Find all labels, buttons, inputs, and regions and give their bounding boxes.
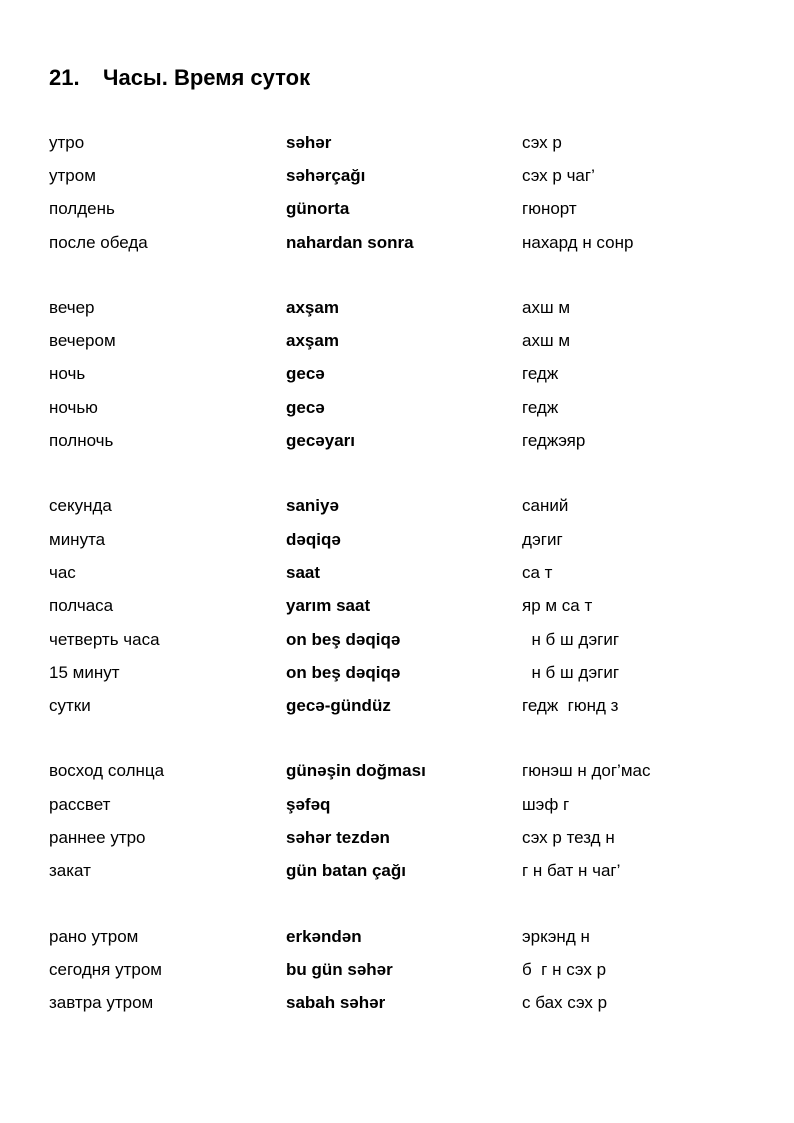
vocab-row bbox=[49, 391, 769, 424]
azerbaijani-word: səhər bbox=[286, 132, 332, 152]
russian-word: завтра утром bbox=[49, 993, 154, 1013]
transcription: нахард н сонр bbox=[522, 232, 634, 252]
russian-word: полночь bbox=[49, 431, 114, 451]
russian-word: после обеда bbox=[49, 232, 148, 252]
russian-word: вечер bbox=[49, 297, 95, 317]
vocab-row bbox=[49, 424, 769, 457]
azerbaijani-word: günorta bbox=[286, 199, 350, 219]
transcription: шэф г bbox=[522, 794, 570, 814]
russian-word: рассвет bbox=[49, 794, 111, 814]
vocab-row bbox=[49, 656, 769, 689]
vocab-row bbox=[49, 523, 769, 556]
russian-word: раннее утро bbox=[49, 827, 146, 847]
russian-word: ночью bbox=[49, 397, 98, 417]
vocab-row bbox=[49, 987, 769, 1020]
russian-word: закат bbox=[49, 861, 91, 881]
vocab-row bbox=[49, 126, 769, 159]
vocabulary-list bbox=[49, 126, 769, 1052]
transcription: сэх р тезд н bbox=[522, 827, 615, 847]
russian-word: минута bbox=[49, 529, 106, 549]
vocab-group bbox=[49, 920, 769, 1020]
azerbaijani-word: sabah səhər bbox=[286, 993, 386, 1013]
vocab-row bbox=[49, 855, 769, 888]
azerbaijani-word: gecə-gündüz bbox=[286, 696, 391, 716]
russian-word: полдень bbox=[49, 199, 115, 219]
transcription: гедж bbox=[522, 364, 559, 384]
azerbaijani-word: gecə bbox=[286, 364, 325, 384]
russian-word: четверть часа bbox=[49, 629, 160, 649]
transcription: эркэнд н bbox=[522, 926, 590, 946]
vocab-row bbox=[49, 755, 769, 788]
azerbaijani-word: bu gün səhər bbox=[286, 959, 393, 979]
vocab-group bbox=[49, 126, 769, 259]
russian-word: утром bbox=[49, 165, 96, 185]
azerbaijani-word: axşam bbox=[286, 297, 339, 317]
transcription: сэх р чаг’ bbox=[522, 165, 595, 185]
transcription: н б ш дэгиг bbox=[522, 662, 620, 682]
vocab-row bbox=[49, 358, 769, 391]
vocab-row bbox=[49, 689, 769, 722]
azerbaijani-word: axşam bbox=[286, 331, 339, 351]
russian-word: полчаса bbox=[49, 596, 114, 616]
azerbaijani-word: on beş dəqiqə bbox=[286, 662, 401, 682]
russian-word: восход солнца bbox=[49, 761, 165, 781]
azerbaijani-word: gecə bbox=[286, 397, 325, 417]
azerbaijani-word: gecəyarı bbox=[286, 431, 355, 451]
vocab-row bbox=[49, 623, 769, 656]
transcription: гедж гюнд з bbox=[522, 696, 619, 716]
transcription: б г н сэх р bbox=[522, 959, 607, 979]
vocab-group bbox=[49, 755, 769, 888]
azerbaijani-word: saat bbox=[286, 562, 321, 582]
transcription: саний bbox=[522, 496, 569, 516]
transcription: с бах сэх р bbox=[522, 993, 608, 1013]
vocab-row bbox=[49, 920, 769, 953]
vocab-row bbox=[49, 226, 769, 259]
vocab-row bbox=[49, 324, 769, 357]
section-number: 21. bbox=[49, 65, 80, 90]
transcription: са т bbox=[522, 562, 553, 582]
vocab-row bbox=[49, 193, 769, 226]
vocab-row bbox=[49, 556, 769, 589]
vocab-row bbox=[49, 490, 769, 523]
azerbaijani-word: şəfəq bbox=[286, 794, 331, 814]
azerbaijani-word: saniyə bbox=[286, 496, 339, 516]
russian-word: утро bbox=[49, 132, 85, 152]
azerbaijani-word: nahardan sonra bbox=[286, 232, 414, 252]
vocab-group bbox=[49, 490, 769, 723]
azerbaijani-word: səhər tezdən bbox=[286, 827, 390, 847]
azerbaijani-word: gün batan çağı bbox=[286, 861, 406, 881]
russian-word: ночь bbox=[49, 364, 86, 384]
russian-word: сутки bbox=[49, 696, 91, 716]
vocab-row bbox=[49, 953, 769, 986]
russian-word: секунда bbox=[49, 496, 112, 516]
russian-word: вечером bbox=[49, 331, 116, 351]
transcription: ахш м bbox=[522, 331, 571, 351]
section-title: Часы. Время суток bbox=[103, 65, 311, 90]
transcription: гюнорт bbox=[522, 199, 577, 219]
transcription: г н бат н чаг’ bbox=[522, 861, 621, 881]
vocab-row bbox=[49, 291, 769, 324]
vocab-row bbox=[49, 821, 769, 854]
azerbaijani-word: erkəndən bbox=[286, 926, 362, 946]
transcription: сэх р bbox=[522, 132, 562, 152]
russian-word: час bbox=[49, 562, 76, 582]
azerbaijani-word: səhərçağı bbox=[286, 165, 366, 185]
transcription: дэгиг bbox=[522, 529, 563, 549]
russian-word: 15 минут bbox=[49, 662, 120, 682]
vocab-row bbox=[49, 590, 769, 623]
vocab-group bbox=[49, 291, 769, 457]
transcription: н б ш дэгиг bbox=[522, 629, 620, 649]
vocab-row bbox=[49, 788, 769, 821]
azerbaijani-word: günəşin doğması bbox=[286, 761, 426, 781]
transcription: гюнэш н дог’мас bbox=[522, 761, 651, 781]
russian-word: сегодня утром bbox=[49, 959, 162, 979]
azerbaijani-word: dəqiqə bbox=[286, 529, 341, 549]
vocab-row bbox=[49, 159, 769, 192]
azerbaijani-word: yarım saat bbox=[286, 596, 371, 616]
transcription: яр м са т bbox=[522, 596, 593, 616]
azerbaijani-word: on beş dəqiqə bbox=[286, 629, 401, 649]
russian-word: рано утром bbox=[49, 926, 139, 946]
transcription: гедж bbox=[522, 397, 559, 417]
transcription: ахш м bbox=[522, 297, 571, 317]
transcription: геджэяр bbox=[522, 431, 586, 451]
page-title bbox=[49, 64, 310, 92]
